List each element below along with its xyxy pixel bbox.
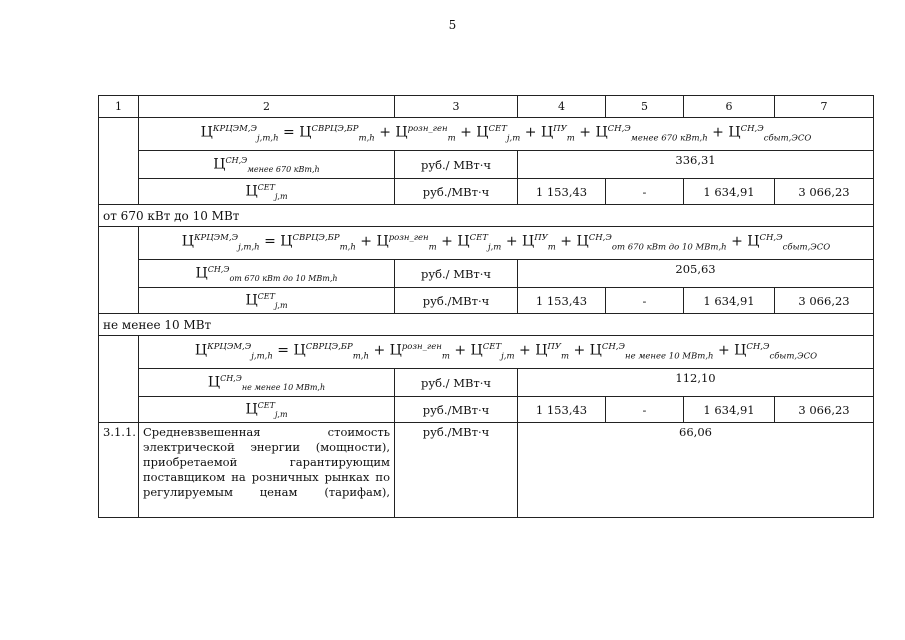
number-cell xyxy=(99,118,139,205)
table-row xyxy=(99,369,874,397)
value-cell: 1 634,91 xyxy=(684,397,775,423)
formula-3: $Ц^{КРЦЭМ,Э}_{j,m,h} = Ц^{СВРЦЭ,БР}_{m,h} + Ц^{розн\_ген}_m + Ц^{СЕТ}_{j,m} + Ц^{ПУ}_m + Ц^{СН,Э}_{не менее 10 МВт,h} + Ц^{СН,Э}_{сбыт,ЭСО}$ xyxy=(139,336,874,369)
value-cell: 1 153,43 xyxy=(518,397,606,423)
set-label: $Ц^{СЕТ}_{j,m}$ xyxy=(139,179,395,205)
value-cell: - xyxy=(606,179,684,205)
page-number: 5 xyxy=(448,18,457,32)
number-cell xyxy=(99,336,139,423)
sn-label: $Ц^{СН,Э}_{не менее 10 МВт,h}$ xyxy=(139,369,395,397)
header-cell: 2 xyxy=(139,96,395,118)
unit-cell: руб./МВт·ч xyxy=(395,397,518,423)
number-cell xyxy=(99,227,139,314)
unit-cell: руб./МВт·ч xyxy=(395,423,518,518)
section-title: от 670 кВт до 10 МВт xyxy=(99,205,874,227)
header-row xyxy=(99,96,874,118)
value-cell: - xyxy=(606,288,684,314)
tariff-table xyxy=(98,95,874,518)
row-description: Средневзвешенная стоимость электрической энергии (мощности), приобретаемой гарантирующим поставщиком на розничных рынках по регулируемым ценам (тарифам), xyxy=(139,423,395,518)
table-row xyxy=(99,151,874,179)
sn-label: $Ц^{СН,Э}_{менее 670 кВт,h}$ xyxy=(139,151,395,179)
value-cell: 112,10 xyxy=(518,369,874,397)
header-cell: 6 xyxy=(684,96,775,118)
value-cell: 336,31 xyxy=(518,151,874,179)
header-cell: 4 xyxy=(518,96,606,118)
table-row xyxy=(99,288,874,314)
table-row xyxy=(99,397,874,423)
row-number: 3.1.1. xyxy=(99,423,139,518)
unit-cell: руб./ МВт·ч xyxy=(395,151,518,179)
section-row xyxy=(99,314,874,336)
table-row xyxy=(99,179,874,205)
value-cell: 1 153,43 xyxy=(518,179,606,205)
value-cell: 205,63 xyxy=(518,260,874,288)
formula-row xyxy=(99,336,874,369)
unit-cell: руб./ МВт·ч xyxy=(395,369,518,397)
unit-cell: руб./МВт·ч xyxy=(395,288,518,314)
value-cell: 3 066,23 xyxy=(775,179,874,205)
set-label: $Ц^{СЕТ}_{j,m}$ xyxy=(139,397,395,423)
section-row xyxy=(99,205,874,227)
value-cell: 3 066,23 xyxy=(775,288,874,314)
value-cell: 1 634,91 xyxy=(684,179,775,205)
header-cell: 1 xyxy=(99,96,139,118)
header-cell: 3 xyxy=(395,96,518,118)
set-label: $Ц^{СЕТ}_{j,m}$ xyxy=(139,288,395,314)
formula-1: $Ц^{КРЦЭМ,Э}_{j,m,h} = Ц^{СВРЦЭ,БР}_{m,h} + Ц^{розн\_ген}_m + Ц^{СЕТ}_{j,m} + Ц^{ПУ}_m + Ц^{СН,Э}_{менее 670 кВт,h} + Ц^{СН,Э}_{сбыт,ЭСО}$ xyxy=(139,118,874,151)
header-cell: 7 xyxy=(775,96,874,118)
header-cell: 5 xyxy=(606,96,684,118)
value-cell: 1 153,43 xyxy=(518,288,606,314)
sn-label: $Ц^{СН,Э}_{от 670 кВт до 10 МВт,h}$ xyxy=(139,260,395,288)
section-title: не менее 10 МВт xyxy=(99,314,874,336)
value-cell: 66,06 xyxy=(518,423,874,518)
formula-row xyxy=(99,118,874,151)
table-row xyxy=(99,260,874,288)
value-cell: 1 634,91 xyxy=(684,288,775,314)
value-cell: 3 066,23 xyxy=(775,397,874,423)
formula-row xyxy=(99,227,874,260)
value-cell: - xyxy=(606,397,684,423)
formula-2: $Ц^{КРЦЭМ,Э}_{j,m,h} = Ц^{СВРЦЭ,БР}_{m,h} + Ц^{розн\_ген}_m + Ц^{СЕТ}_{j,m} + Ц^{ПУ}_m + Ц^{СН,Э}_{от 670 кВт до 10 МВт,h} + Ц^{СН,Э}_{сбыт,ЭСО}$ xyxy=(139,227,874,260)
unit-cell: руб./МВт·ч xyxy=(395,179,518,205)
unit-cell: руб./ МВт·ч xyxy=(395,260,518,288)
table-row xyxy=(99,423,874,518)
